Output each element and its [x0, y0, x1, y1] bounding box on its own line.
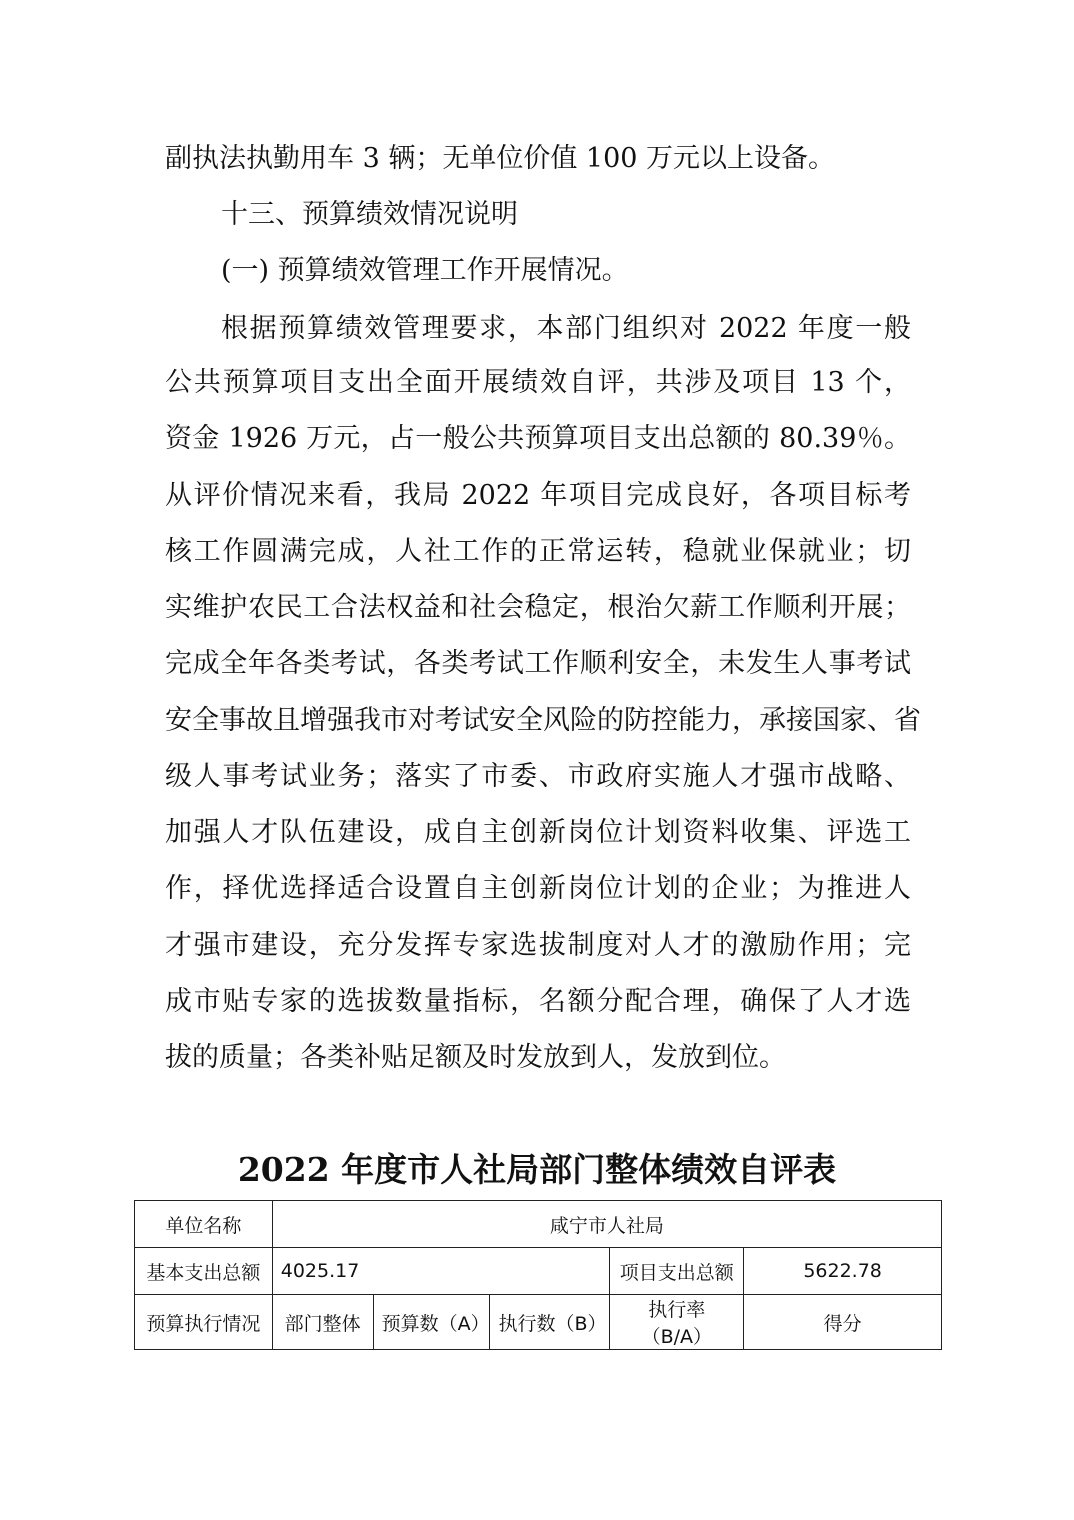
budget-execution-label: 预算执行情况: [135, 1295, 273, 1350]
text-line: 根据预算绩效管理要求，本部门组织对 2022 年度一般: [221, 313, 911, 344]
text-line: 资金 1926 万元，占一般公共预算项目支出总额的 80.39％。: [165, 423, 911, 454]
column-header: 执行数（B）: [490, 1295, 610, 1350]
column-header: 得分: [744, 1295, 942, 1350]
table-row: [135, 1295, 942, 1350]
text-line: 加强人才队伍建设，成自主创新岗位计划资料收集、评选工: [165, 817, 911, 848]
column-header: 预算数（A）: [373, 1295, 490, 1350]
column-header: 执行率（B/A）: [610, 1295, 744, 1350]
section-heading: 十三、预算绩效情况说明: [221, 199, 518, 230]
project-expense-label: 项目支出总额: [610, 1248, 744, 1295]
text-line: 拔的质量；各类补贴足额及时发放到人，发放到位。: [165, 1042, 786, 1073]
text-line: 成市贴专家的选拔数量指标，名额分配合理，确保了人才选: [165, 986, 911, 1017]
table-title: 2022 年度市人社局部门整体绩效自评表: [237, 1150, 837, 1189]
text-line: 完成全年各类考试，各类考试工作顺利安全，未发生人事考试: [165, 648, 911, 679]
table-row: [135, 1201, 942, 1248]
unit-name-value: 咸宁市人社局: [272, 1201, 941, 1248]
performance-table: [134, 1200, 942, 1350]
text-line: 公共预算项目支出全面开展绩效自评，共涉及项目 13 个，: [165, 367, 911, 398]
text-line: 副执法执勤用车 3 辆；无单位价值 100 万元以上设备。: [165, 143, 836, 174]
text-line: 作，择优选择适合设置自主创新岗位计划的企业；为推进人: [165, 873, 911, 904]
table-row: [135, 1248, 942, 1295]
text-line: 实维护农民工合法权益和社会稳定，根治欠薪工作顺利开展；: [165, 592, 911, 623]
text-line: 安全事故且增强我市对考试安全风险的防控能力，承接国家、省: [165, 705, 921, 736]
text-line: 级人事考试业务；落实了市委、市政府实施人才强市战略、: [165, 761, 911, 792]
project-expense-value: 5622.78: [744, 1248, 942, 1295]
subsection-heading: (一) 预算绩效管理工作开展情况。: [221, 255, 629, 286]
basic-expense-value: 4025.17: [272, 1248, 610, 1295]
basic-expense-label: 基本支出总额: [135, 1248, 273, 1295]
text-line: 才强市建设，充分发挥专家选拔制度对人才的激励作用；完: [165, 930, 911, 961]
text-line: 从评价情况来看，我局 2022 年项目完成良好，各项目标考: [165, 480, 911, 511]
unit-name-label: 单位名称: [135, 1201, 273, 1248]
column-header: 部门整体: [272, 1295, 373, 1350]
text-line: 核工作圆满完成，人社工作的正常运转，稳就业保就业；切: [165, 536, 911, 567]
